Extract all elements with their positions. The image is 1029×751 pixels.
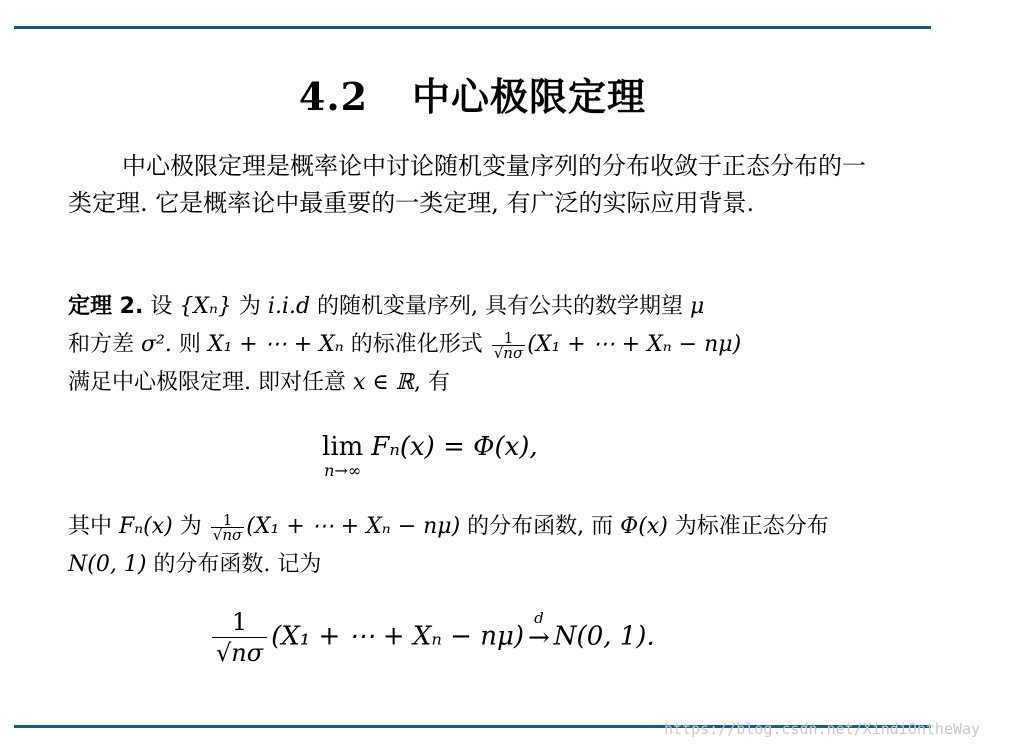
math-expression: (X₁ + ⋯ + Xₙ − nμ) — [271, 621, 524, 652]
math-fn: Fₙ(x) — [119, 514, 173, 539]
section-number: 4.2 — [298, 74, 369, 119]
fraction-denominator: √nσ — [212, 525, 243, 544]
convergence-arrow — [528, 608, 550, 653]
theorem-label: 定理 2. — [68, 294, 144, 319]
theorem-block — [68, 288, 883, 402]
lim-word: lim — [322, 432, 364, 462]
continuation-paragraph — [68, 508, 883, 584]
math-sum: X₁ + ⋯ + Xₙ — [207, 332, 344, 357]
theorem-text: 的标准化形式 — [343, 332, 490, 357]
theorem-text: 设 — [143, 294, 180, 319]
math-iid: i.i.d — [267, 294, 311, 319]
inline-fraction — [211, 510, 244, 544]
math-sigma: σ² — [141, 332, 165, 357]
lim-subscript: n→∞ — [324, 461, 362, 480]
math-expression: (X₁ + ⋯ + Xₙ − nμ) — [246, 514, 461, 539]
math-phi: Φ(x) — [620, 514, 668, 539]
math-normal-rhs: N(0, 1). — [553, 621, 655, 652]
body-text: 的分布函数, 而 — [460, 514, 621, 539]
display-fraction — [212, 607, 267, 668]
theorem-text: 满足中心极限定理. 即对任意 — [68, 370, 353, 395]
fraction-numerator: 1 — [492, 331, 525, 346]
top-rule — [14, 26, 931, 29]
theorem-text: , 有 — [413, 370, 450, 395]
math-expression: (X₁ + ⋯ + Xₙ − nμ) — [527, 332, 742, 357]
body-text: 的分布函数. 记为 — [146, 552, 322, 577]
fraction-numerator: 1 — [212, 607, 267, 638]
arrow-label: d — [534, 608, 544, 627]
theorem-text: . 则 — [164, 332, 208, 357]
arrow-glyph: → — [528, 622, 550, 653]
body-text: 其中 — [68, 514, 119, 539]
limit-equation — [322, 432, 538, 480]
limit-body: Fₙ(x) = Φ(x), — [371, 432, 538, 462]
inline-fraction — [492, 328, 525, 362]
convergence-equation — [212, 607, 655, 668]
section-title-text: 中心极限定理 — [412, 75, 647, 119]
fraction-denominator: √nσ — [493, 343, 524, 362]
theorem-text: 为 — [231, 294, 268, 319]
intro-paragraph: 中心极限定理是概率论中讨论随机变量序列的分布收敛于正态分布的一类定理. 它是概率论中最重要的一类定理, 有广泛的实际应用背景. — [68, 152, 866, 217]
fraction-denominator: √nσ — [216, 639, 264, 667]
math-x-in-r: x ∈ ℝ — [352, 370, 414, 395]
theorem-text: 和方差 — [68, 332, 141, 357]
math-normal: N(0, 1) — [68, 552, 147, 577]
math-mu: μ — [690, 294, 705, 319]
body-text: 为标准正态分布 — [667, 514, 829, 539]
watermark: https://blog.csdn.net/XindiOntheWay — [664, 720, 981, 738]
body-text: 为 — [172, 514, 209, 539]
math-sequence: {Xₙ} — [179, 294, 232, 319]
theorem-text: 的随机变量序列, 具有公共的数学期望 — [310, 294, 691, 319]
section-title — [0, 66, 945, 121]
fraction-numerator: 1 — [211, 513, 244, 528]
limit-operator — [322, 432, 363, 480]
